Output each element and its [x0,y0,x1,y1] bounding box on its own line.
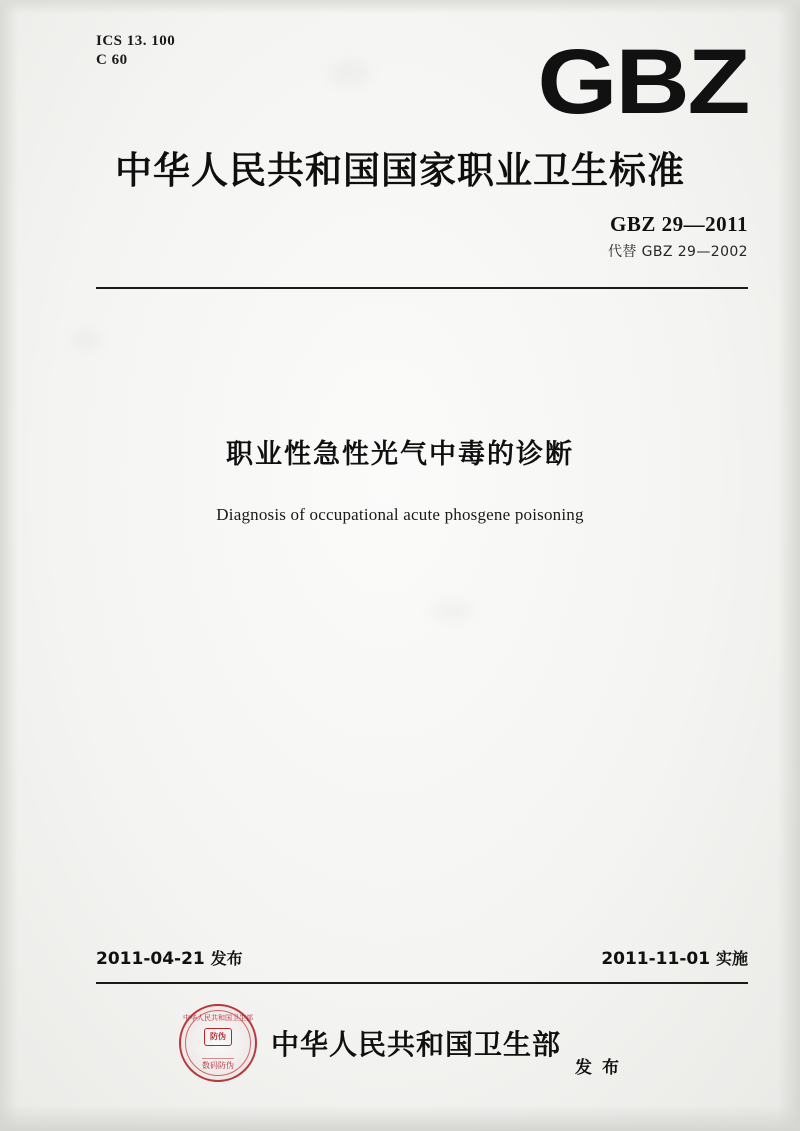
effective-date-group [601,946,748,969]
dates-row [96,946,748,969]
effective-date: 2011-11-01 [601,949,711,969]
page-edge-left [0,0,18,1131]
issuer-standard-title: 中华人民共和国国家职业卫生标准 [115,149,685,192]
publisher-row [0,1004,800,1082]
publish-label: 发布 [210,949,243,968]
page-edge-right [778,0,800,1131]
seal-center-text: 防伪 [204,1028,232,1046]
standard-number-block [608,212,748,261]
publish-date: 2011-04-21 [96,949,205,969]
publish-date-group [96,946,243,969]
divider-top [96,287,748,289]
document-title-en: Diagnosis of occupational acute phosgene poisoning [216,505,584,524]
page-edge-top [0,0,800,14]
page-edge-bottom [0,1105,800,1131]
ics-line-1: ICS 13. 100 [96,33,176,49]
seal-top-text: 中华人民共和国卫生部 [183,1014,254,1022]
ics-classification [96,32,175,70]
official-seal-icon [179,1004,257,1082]
effective-label: 实施 [715,949,748,968]
ics-line-2: C 60 [96,51,128,68]
publisher-name: 中华人民共和国卫生部 [271,1028,562,1061]
gbz-logo: GBZ [537,31,748,133]
document-title-cn: 职业性急性光气中毒的诊断 [226,439,574,470]
divider-bottom [96,982,748,984]
seal-bottom-text: 数码防伪 [202,1058,234,1071]
standard-replaces: 代替 GBZ 29—2002 [608,244,748,260]
standard-number: GBZ 29—2011 [610,212,748,236]
issue-label: 发 布 [575,1058,621,1078]
